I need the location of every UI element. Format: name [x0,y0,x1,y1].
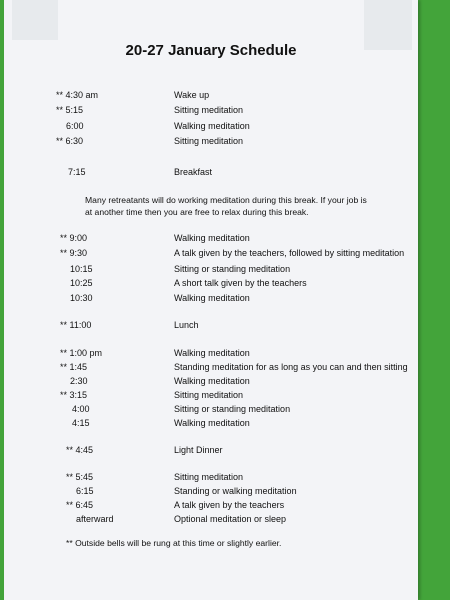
schedule-time: ** 1:00 pm [60,348,103,358]
schedule-activity: Walking meditation [174,233,250,243]
schedule-row [4,233,418,246]
schedule-time: ** 9:00 [60,233,88,243]
schedule-row [4,445,418,458]
schedule-time: ** 5:45 [66,472,94,482]
schedule-activity: A short talk given by the teachers [174,278,307,288]
schedule-activity: Sitting meditation [174,136,244,146]
schedule-time: ** 6:30 [56,136,84,146]
schedule-sheet [4,0,418,600]
schedule-row [4,121,418,134]
schedule-time: 10:30 [70,293,93,303]
schedule-time: afterward [76,514,114,524]
schedule-row [4,348,418,361]
page-title: 20-27 January Schedule [125,42,297,59]
schedule-row [4,362,418,375]
schedule-activity: Sitting or standing meditation [174,404,291,414]
schedule-row [4,376,418,389]
schedule-row [4,486,418,499]
schedule-time: 2:30 [70,376,88,386]
schedule-time: 4:00 [72,404,90,414]
schedule-time: 6:00 [66,121,84,131]
schedule-row [4,293,418,306]
schedule-activity: Standing meditation for as long as you can and then sitting [174,362,408,372]
schedule-time: 6:15 [76,486,94,496]
schedule-time: ** 9:30 [60,248,88,258]
breakfast-note-line-1: Many retreatants will do working meditation during this break. If your job is [85,195,367,205]
schedule-activity: Walking meditation [174,121,250,131]
schedule-row [4,105,418,118]
schedule-activity: Sitting meditation [174,105,244,115]
schedule-row [4,167,418,180]
schedule-activity: A talk given by the teachers [174,500,285,510]
schedule-activity: Walking meditation [174,348,250,358]
schedule-time: ** 6:45 [66,500,94,510]
schedule-row [4,264,418,277]
schedule-activity: Walking meditation [174,418,250,428]
schedule-activity: A talk given by the teachers, followed by sitting meditation [174,248,405,258]
breakfast-note-line-2: at another time then you are free to relax during this break. [85,207,309,217]
schedule-activity: Sitting meditation [174,472,244,482]
schedule-row [4,278,418,291]
schedule-activity: Walking meditation [174,376,250,386]
schedule-time: 4:15 [72,418,90,428]
tape-top-left [12,0,58,40]
schedule-row [4,404,418,417]
schedule-activity: Standing or walking meditation [174,486,297,496]
schedule-time: ** 1:45 [60,362,88,372]
schedule-time: 10:15 [70,264,93,274]
schedule-row [4,136,418,149]
schedule-activity: Sitting or standing meditation [174,264,291,274]
schedule-row [4,390,418,403]
schedule-activity: Walking meditation [174,293,250,303]
schedule-activity: Lunch [174,320,199,330]
schedule-activity: Optional meditation or sleep [174,514,287,524]
schedule-activity: Breakfast [174,167,213,177]
schedule-row [4,248,418,261]
schedule-row [4,500,418,513]
schedule-time: ** 4:45 [66,445,94,455]
schedule-row [4,472,418,485]
schedule-time: 10:25 [70,278,93,288]
schedule-time: ** 11:00 [60,320,92,330]
schedule-row [4,418,418,431]
schedule-activity: Light Dinner [174,445,223,455]
footnote: ** Outside bells will be rung at this time or slightly earlier. [66,538,282,548]
schedule-row [4,90,418,103]
schedule-time: ** 4:30 am [56,90,99,100]
schedule-time: ** 3:15 [60,390,88,400]
schedule-row [4,514,418,527]
schedule-activity: Wake up [174,90,210,100]
schedule-time: 7:15 [68,167,86,177]
schedule-time: ** 5:15 [56,105,84,115]
schedule-activity: Sitting meditation [174,390,244,400]
schedule-row [4,320,418,333]
